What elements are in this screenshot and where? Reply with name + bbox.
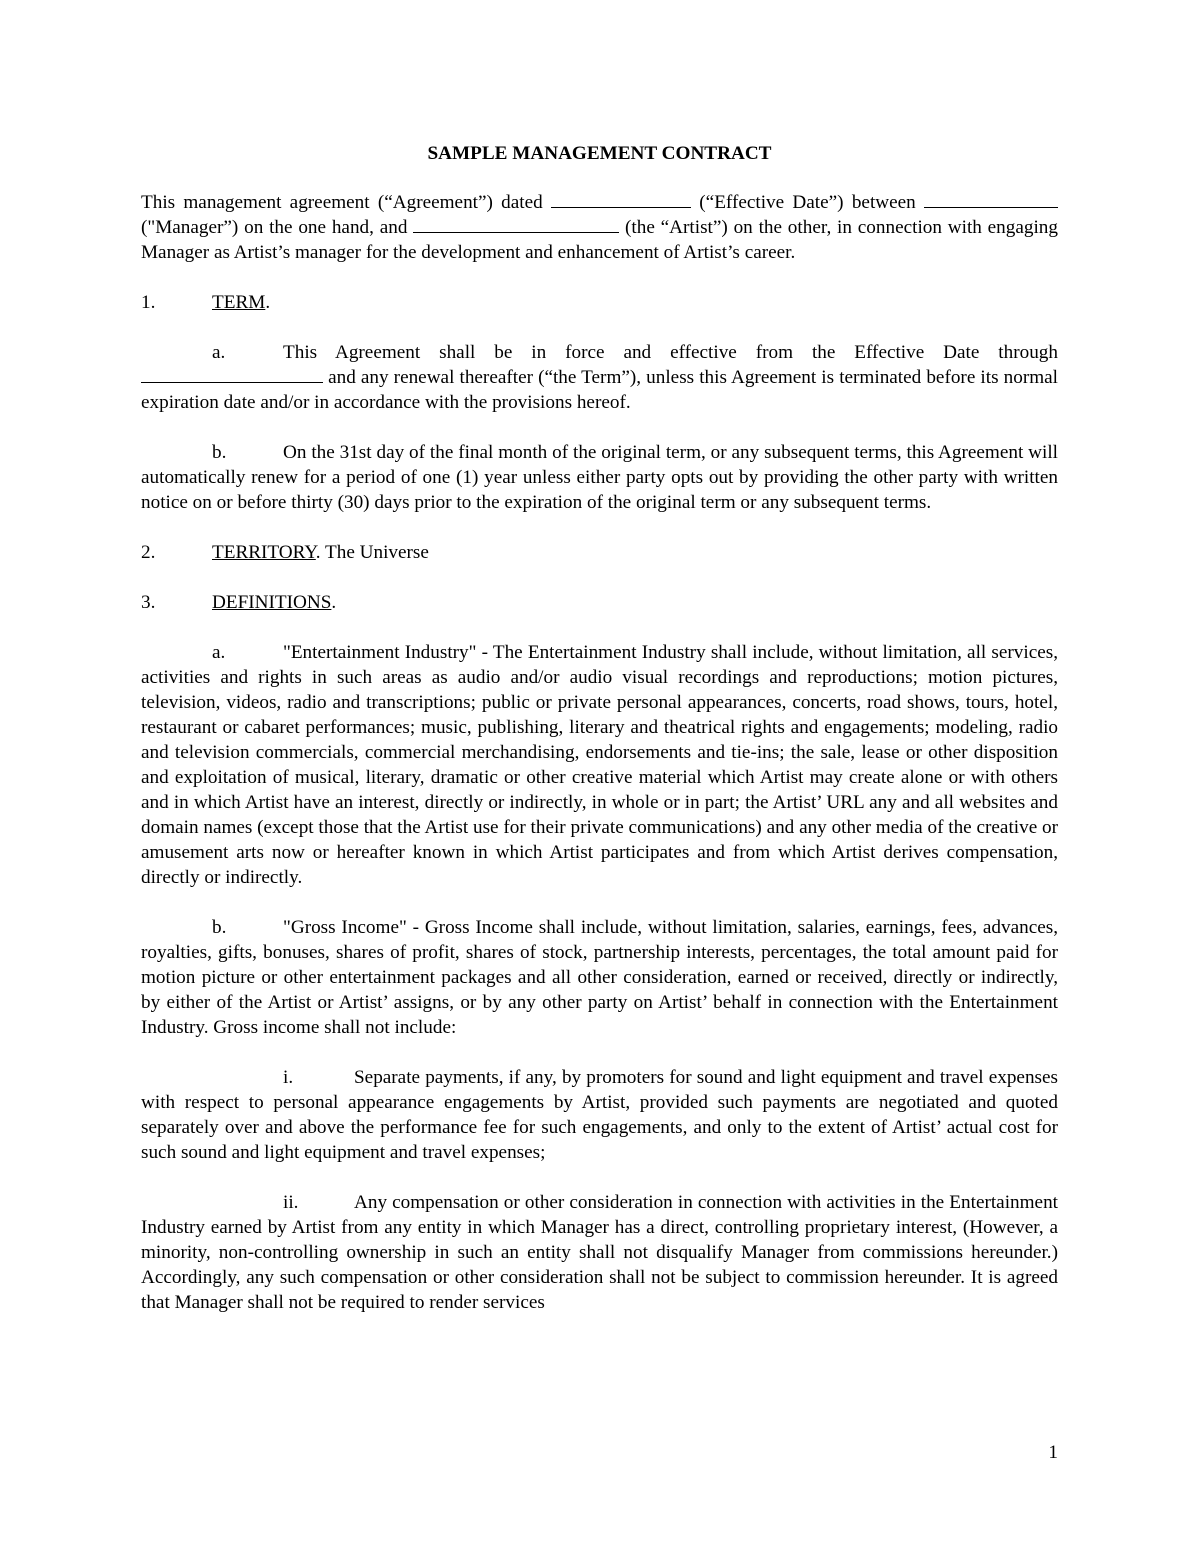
section-title: TERM <box>212 292 266 313</box>
clause-text: This Agreement shall be in force and effective from the Effective Date through <box>283 342 1058 363</box>
clause-label: i. <box>283 1067 294 1088</box>
clause-label: b. <box>212 442 227 463</box>
section-title-trail: . The Universe <box>315 542 429 563</box>
clause-text: On the 31st day of the final month of the original term, or any subsequent terms, this Agreement will automatically renew for a period of one (1) year unless either party opts out by providing the other party with written notice on or before thirty (30) days prior to the expiration of the original term or any subsequent terms. <box>141 442 1058 513</box>
page-number: 1 <box>1048 1442 1058 1463</box>
section-1-heading <box>141 290 1058 315</box>
intro-paragraph <box>141 190 1058 265</box>
document-title: SAMPLE MANAGEMENT CONTRACT <box>427 143 772 164</box>
clause-text-cont: and any renewal thereafter (“the Term”), unless this Agreement is terminated before its normal expiration date and/or in accordance with the provisions hereof. <box>141 367 1058 413</box>
date-blank <box>551 190 691 208</box>
clause-1b <box>141 440 1058 515</box>
term-end-blank <box>141 365 323 383</box>
section-2-heading <box>141 540 1058 565</box>
clause-label: a. <box>212 342 226 363</box>
clause-text: "Gross Income" - Gross Income shall include, without limitation, salaries, earnings, fees, advances, royalties, gifts, bonuses, shares of profit, shares of stock, partnership interests, percentages, the total amount paid for motion picture or other entertainment packages and all other consideration, earned or received, directly or indirectly, by either of the Artist or Artist’ assigns, or by any other party on Artist’ behalf in connection with the Entertainment Industry. Gross income shall not include: <box>141 917 1058 1038</box>
section-number: 2. <box>141 542 156 563</box>
clause-1a <box>141 340 1058 415</box>
section-3-heading <box>141 590 1058 615</box>
clause-3a <box>141 640 1058 890</box>
clause-text: Any compensation or other consideration in connection with activities in the Entertainment Industry earned by Artist from any entity in which Manager has a direct, controlling proprietary interest, (However, a minority, non-controlling ownership in such an entity shall not disqualify Manager from commissions hereunder.) Accordingly, any such compensation or other consideration shall not be subject to commission hereunder. It is agreed that Manager shall not be required to render services <box>141 1192 1058 1313</box>
section-title-trail: . <box>331 592 337 613</box>
clause-text: "Entertainment Industry" - The Entertainment Industry shall include, without limitation, all services, activities and rights in such areas as audio and/or audio visual recordings and reproductions; motion pictures, television, videos, radio and transcriptions; public or private personal appearances, concerts, road shows, tours, hotel, restaurant or cabaret performances; music, publishing, literary and theatrical rights and engagements; modeling, radio and television commercials, commercial merchandising, endorsements and tie-ins; the sale, lease or other disposition and exploitation of musical, literary, dramatic or other creative material which Artist may create alone or with others and in which Artist have an interest, directly or indirectly, in whole or in part; the Artist’ URL any and all websites and domain names (except those that the Artist use for their private communications) and any other media of the creative or amusement arts now or hereafter known in which Artist participates and from which Artist derives compensation, directly or indirectly. <box>141 642 1058 888</box>
intro-text-4: (the “Artist”) on the other, in connection with engaging Manager as Artist’s manager for the development and enhancement of Artist’s career. <box>141 217 1058 263</box>
clause-label: b. <box>212 917 227 938</box>
section-title: DEFINITIONS <box>212 592 332 613</box>
contract-page <box>141 141 1058 1340</box>
clause-label: a. <box>212 642 226 663</box>
artist-blank <box>413 215 619 233</box>
clause-3b <box>141 915 1058 1040</box>
intro-text-3: ("Manager”) on the one hand, and <box>141 217 408 238</box>
clause-text: Separate payments, if any, by promoters for sound and light equipment and travel expenses with respect to personal appearance engagements by Artist, provided such payments are negotiated and quoted separately over and above the performance fee for such engagements, and only to the extent of Artist’ actual cost for such sound and light equipment and travel expenses; <box>141 1067 1058 1163</box>
clause-3b-i <box>141 1065 1058 1165</box>
section-number: 3. <box>141 592 156 613</box>
section-title: TERRITORY <box>212 542 316 563</box>
section-title-trail: . <box>265 292 271 313</box>
intro-text-2: (“Effective Date”) between <box>699 192 916 213</box>
clause-label: ii. <box>283 1192 299 1213</box>
manager-blank <box>924 190 1058 208</box>
intro-text-1: This management agreement (“Agreement”) dated <box>141 192 543 213</box>
section-number: 1. <box>141 292 156 313</box>
clause-3b-ii <box>141 1190 1058 1315</box>
